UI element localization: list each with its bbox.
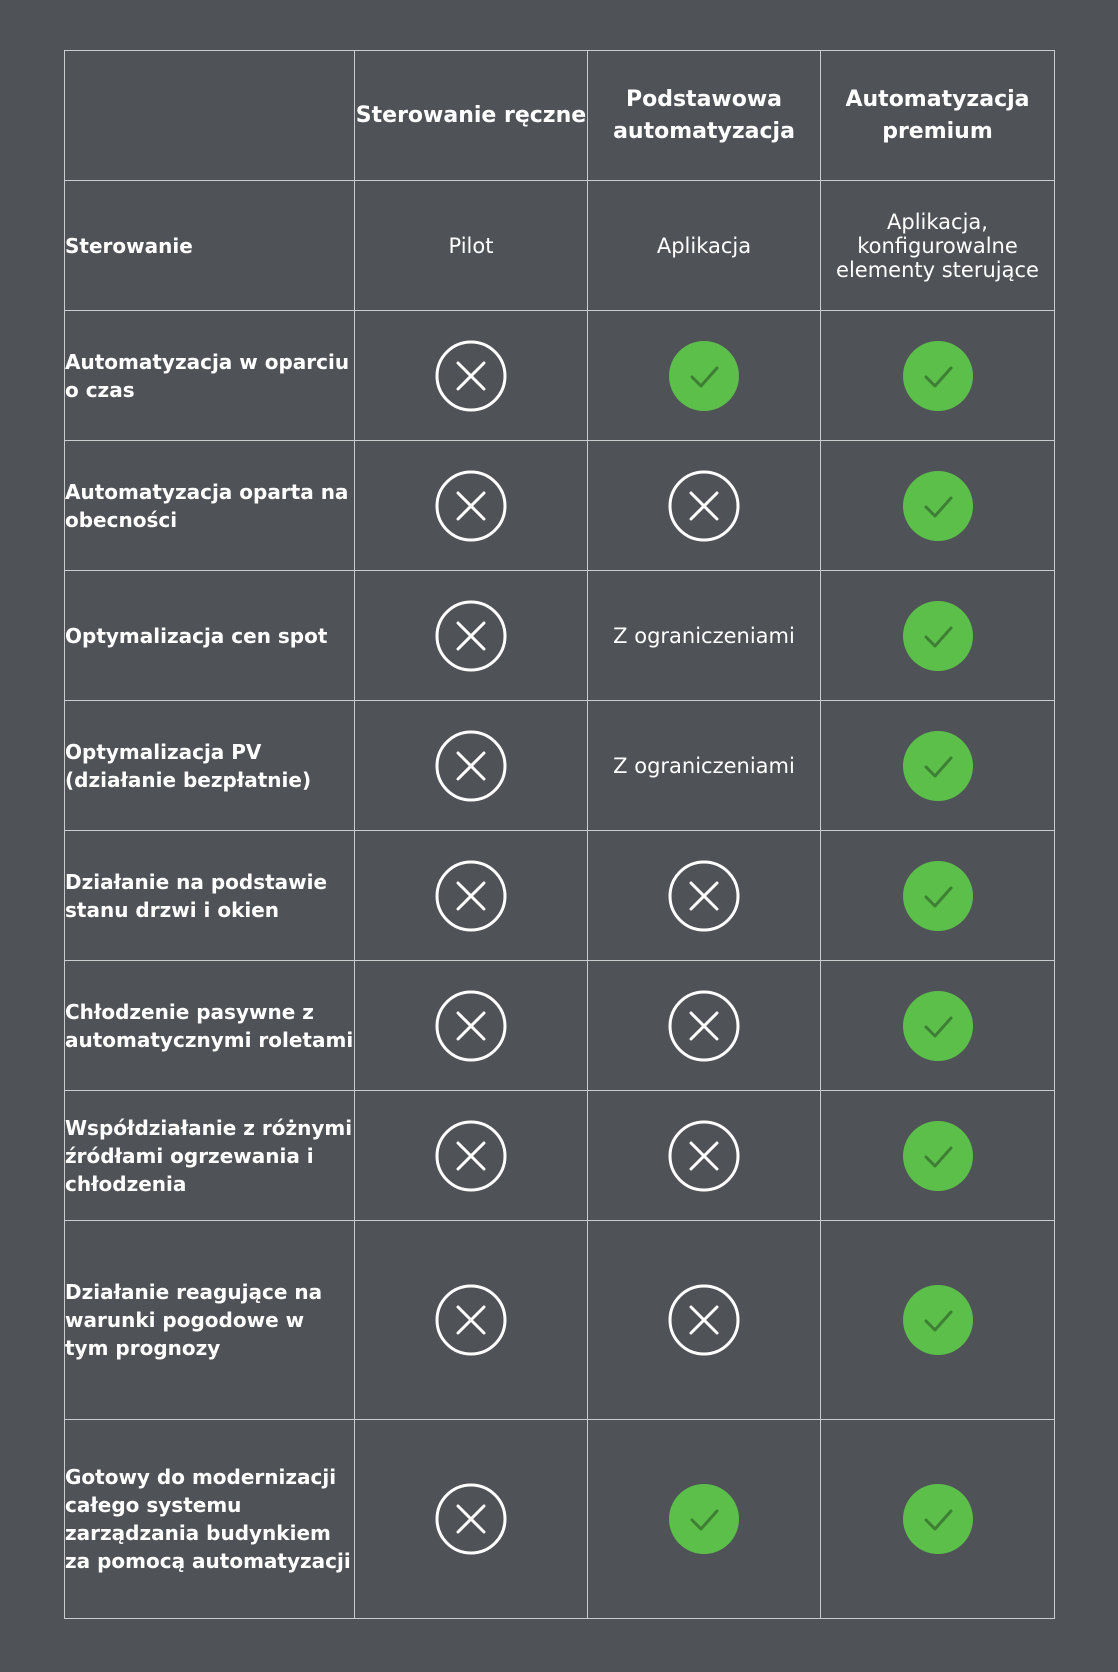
check-circle-icon bbox=[902, 1284, 974, 1356]
check-circle-icon bbox=[902, 600, 974, 672]
table-header-row bbox=[65, 51, 1055, 181]
table-row bbox=[65, 1420, 1055, 1619]
table-body bbox=[65, 181, 1055, 1619]
cell-basic bbox=[588, 181, 821, 311]
column-header-premium: Automatyzacja premium bbox=[821, 51, 1055, 181]
cross-circle-icon bbox=[435, 860, 507, 932]
cross-circle-icon bbox=[435, 340, 507, 412]
cell-premium bbox=[821, 311, 1055, 441]
cell-premium bbox=[821, 181, 1055, 311]
cell-text: Pilot bbox=[448, 233, 494, 258]
cross-circle-icon bbox=[435, 1483, 507, 1555]
cross-circle-icon bbox=[668, 470, 740, 542]
row-label: Automatyzacja w oparciu o czas bbox=[65, 311, 355, 441]
cell-basic bbox=[588, 1091, 821, 1221]
cell-basic bbox=[588, 571, 821, 701]
cell-text: Z ograniczeniami bbox=[613, 623, 795, 648]
cell-premium bbox=[821, 441, 1055, 571]
cell-basic bbox=[588, 1420, 821, 1619]
cell-manual bbox=[355, 181, 588, 311]
check-circle-icon bbox=[902, 1483, 974, 1555]
cell-manual bbox=[355, 701, 588, 831]
cell-premium bbox=[821, 961, 1055, 1091]
cell-manual bbox=[355, 571, 588, 701]
cross-circle-icon bbox=[668, 990, 740, 1062]
cell-manual bbox=[355, 441, 588, 571]
cell-premium bbox=[821, 701, 1055, 831]
cross-circle-icon bbox=[435, 1284, 507, 1356]
cross-circle-icon bbox=[668, 1120, 740, 1192]
row-label: Działanie reagujące na warunki pogodowe w tym prognozy bbox=[65, 1221, 355, 1420]
cell-text: Aplikacja, konfigurowalne elementy sterujące bbox=[836, 209, 1039, 282]
table-row bbox=[65, 1221, 1055, 1420]
row-label: Optymalizacja cen spot bbox=[65, 571, 355, 701]
cell-premium bbox=[821, 831, 1055, 961]
cell-basic bbox=[588, 701, 821, 831]
cross-circle-icon bbox=[668, 860, 740, 932]
cell-basic bbox=[588, 831, 821, 961]
cell-manual bbox=[355, 1420, 588, 1619]
table-row bbox=[65, 311, 1055, 441]
cell-premium bbox=[821, 1221, 1055, 1420]
table-row bbox=[65, 571, 1055, 701]
cell-manual bbox=[355, 961, 588, 1091]
column-header-basic: Podstawowa automatyzacja bbox=[588, 51, 821, 181]
table-row bbox=[65, 701, 1055, 831]
check-circle-icon bbox=[902, 730, 974, 802]
row-label: Współdziałanie z różnymi źródłami ogrzewania i chłodzenia bbox=[65, 1091, 355, 1221]
cell-basic bbox=[588, 961, 821, 1091]
check-circle-icon bbox=[902, 990, 974, 1062]
column-header-manual: Sterowanie ręczne bbox=[355, 51, 588, 181]
check-circle-icon bbox=[902, 860, 974, 932]
cell-manual bbox=[355, 1221, 588, 1420]
cell-manual bbox=[355, 311, 588, 441]
cross-circle-icon bbox=[435, 730, 507, 802]
table-row bbox=[65, 1091, 1055, 1221]
cell-basic bbox=[588, 1221, 821, 1420]
cell-text: Aplikacja bbox=[656, 233, 752, 258]
cell-basic bbox=[588, 441, 821, 571]
row-label: Automatyzacja oparta na obecności bbox=[65, 441, 355, 571]
cell-manual bbox=[355, 831, 588, 961]
check-circle-icon bbox=[668, 1483, 740, 1555]
table-row bbox=[65, 441, 1055, 571]
row-label: Optymalizacja PV (działanie bezpłatnie) bbox=[65, 701, 355, 831]
check-circle-icon bbox=[668, 340, 740, 412]
cross-circle-icon bbox=[668, 1284, 740, 1356]
table-row bbox=[65, 181, 1055, 311]
comparison-table bbox=[64, 50, 1055, 1619]
table-row bbox=[65, 831, 1055, 961]
cell-premium bbox=[821, 1091, 1055, 1221]
cross-circle-icon bbox=[435, 1120, 507, 1192]
cell-basic bbox=[588, 311, 821, 441]
row-label: Sterowanie bbox=[65, 181, 355, 311]
cross-circle-icon bbox=[435, 990, 507, 1062]
row-label: Działanie na podstawie stanu drzwi i okien bbox=[65, 831, 355, 961]
check-circle-icon bbox=[902, 470, 974, 542]
row-label: Gotowy do modernizacji całego systemu zarządzania budynkiem za pomocą automatyzacji bbox=[65, 1420, 355, 1619]
header-empty-cell bbox=[65, 51, 355, 181]
cross-circle-icon bbox=[435, 600, 507, 672]
table-row bbox=[65, 961, 1055, 1091]
row-label: Chłodzenie pasywne z automatycznymi roletami bbox=[65, 961, 355, 1091]
check-circle-icon bbox=[902, 340, 974, 412]
cell-manual bbox=[355, 1091, 588, 1221]
check-circle-icon bbox=[902, 1120, 974, 1192]
cell-premium bbox=[821, 1420, 1055, 1619]
cell-premium bbox=[821, 571, 1055, 701]
cross-circle-icon bbox=[435, 470, 507, 542]
cell-text: Z ograniczeniami bbox=[613, 753, 795, 778]
